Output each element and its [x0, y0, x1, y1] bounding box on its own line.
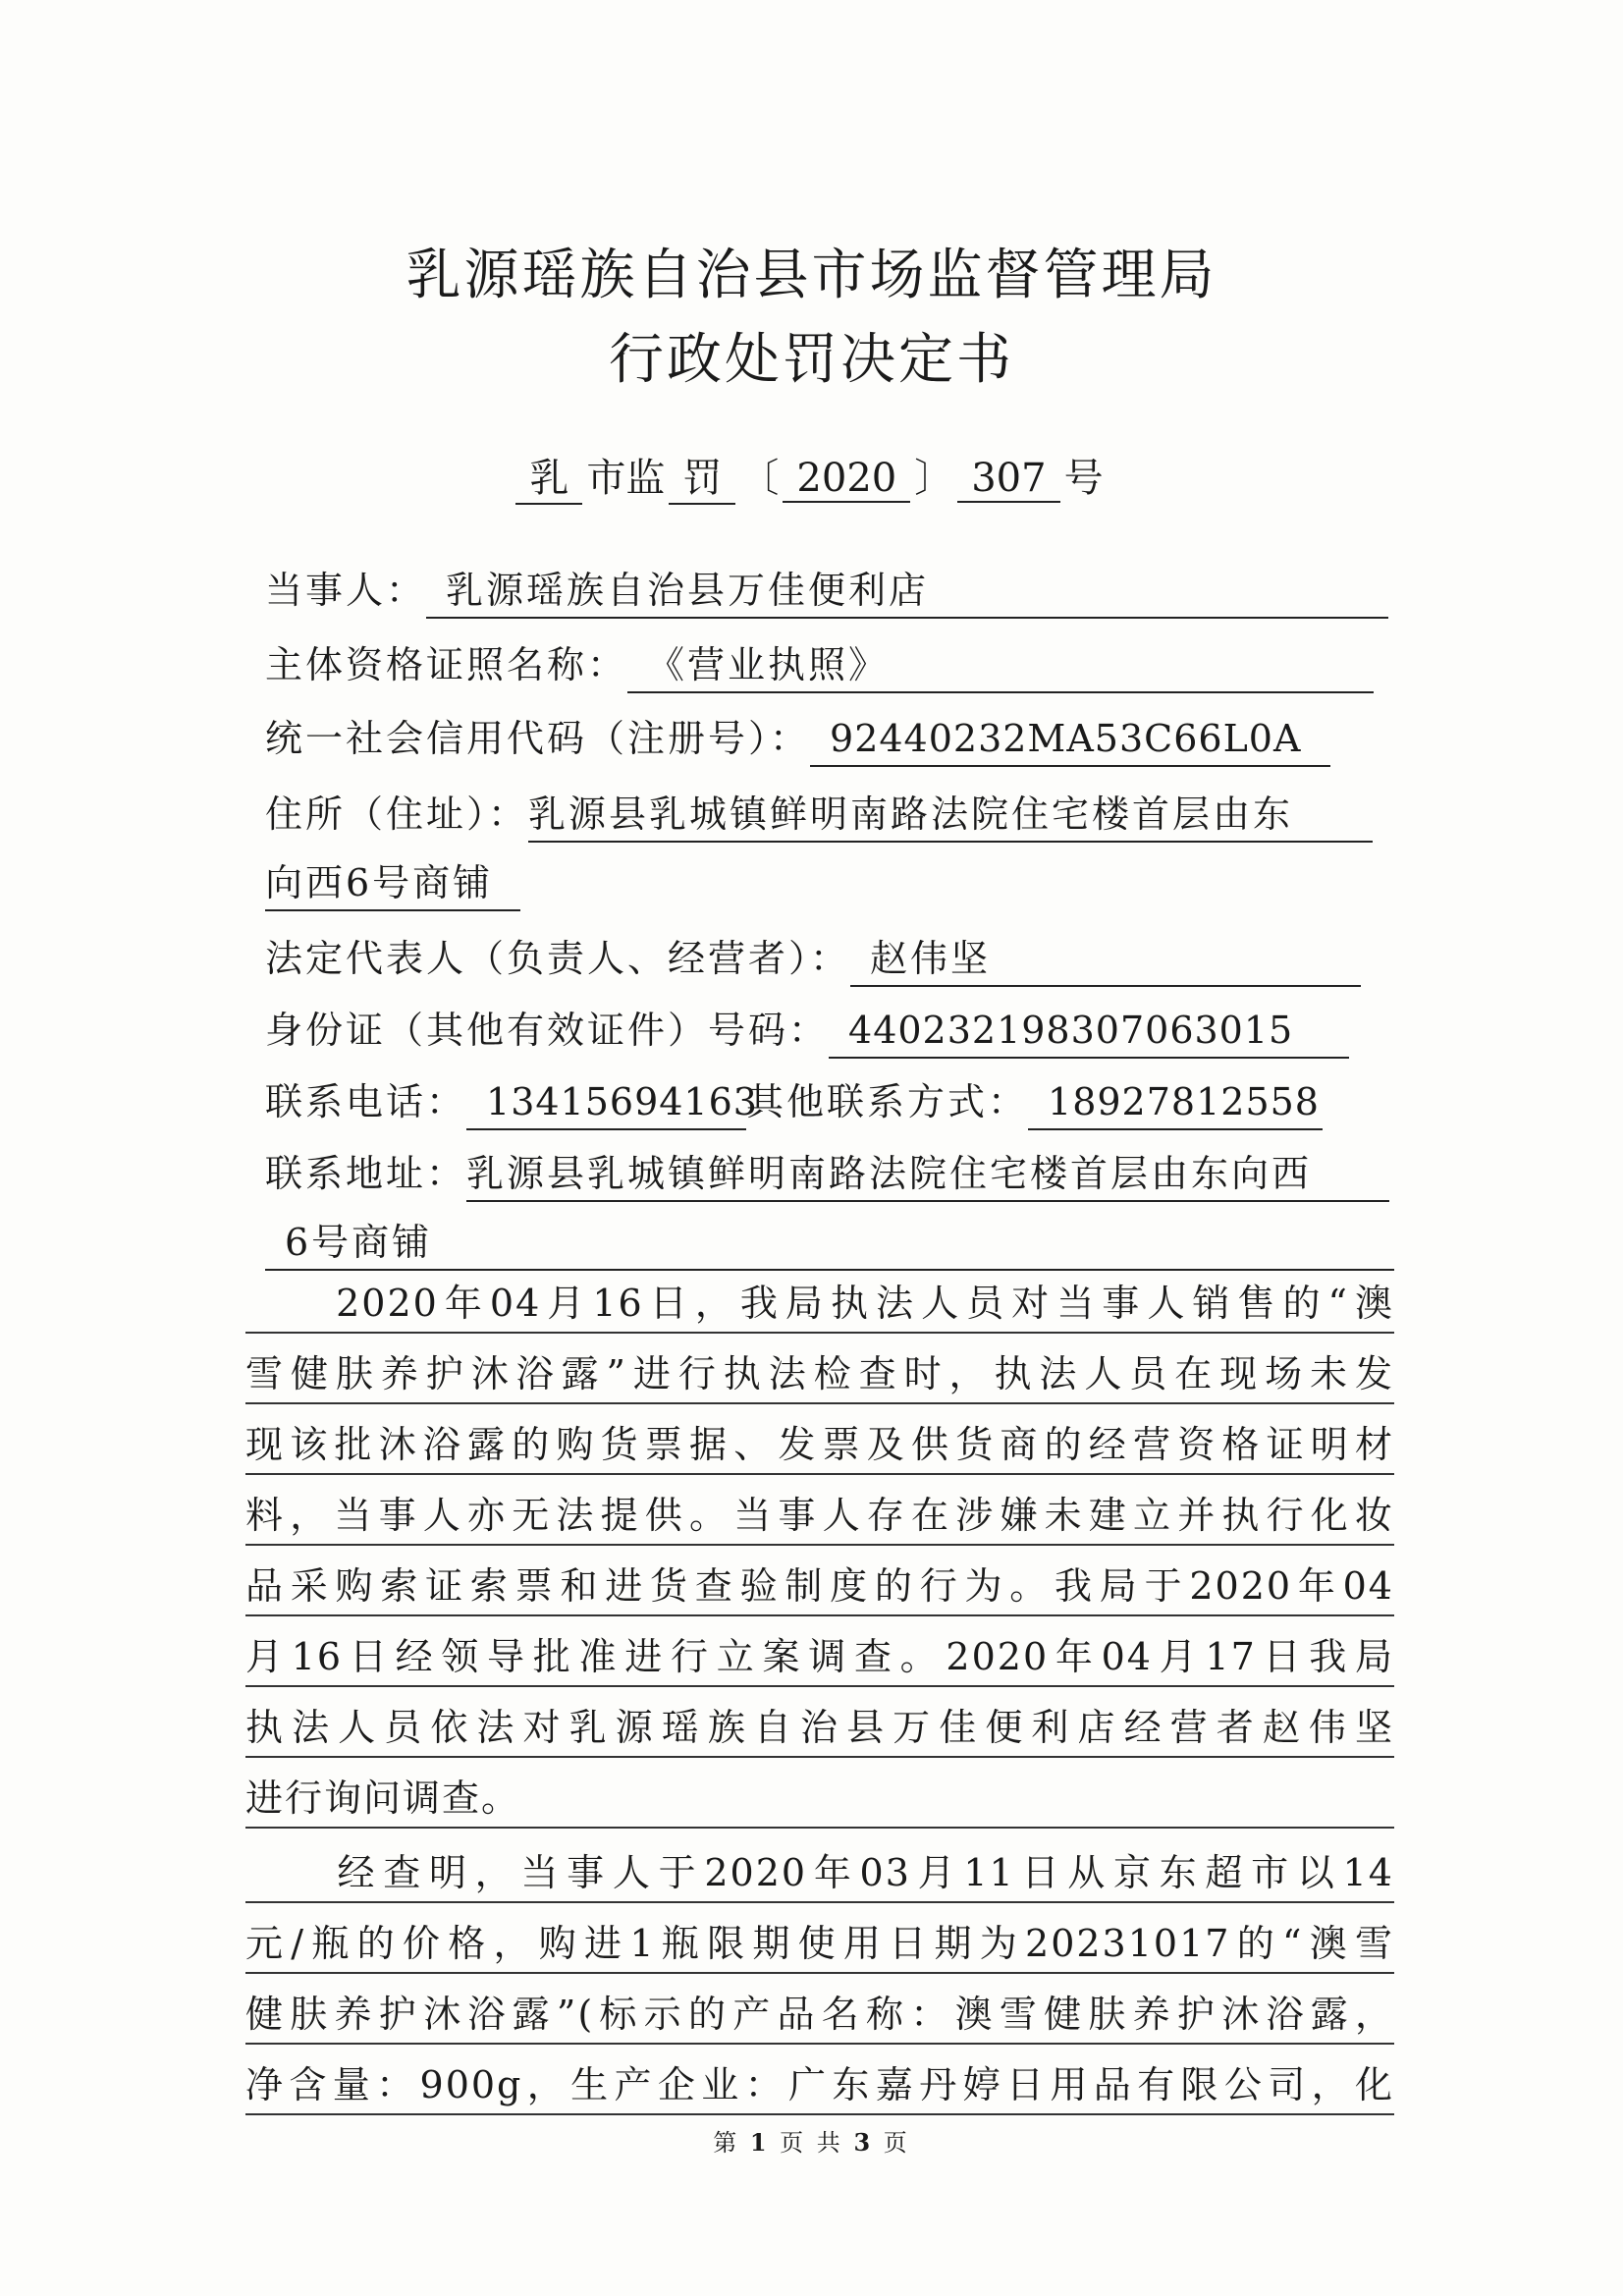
paragraph-line: 进行询问调查。 [245, 1768, 1394, 1829]
paragraph-line: 元/瓶的价格，购进1瓶限期使用日期为20231017的“澳雪 [245, 1913, 1394, 1974]
paragraph-line: 料，当事人亦无法提供。当事人存在涉嫌未建立并执行化妆 [245, 1485, 1394, 1546]
paragraph-line: 雪健肤养护沐浴露”进行执法检查时，执法人员在现场未发 [245, 1343, 1394, 1404]
doc-number-year: 2020 [783, 456, 910, 503]
footer-page-number: 1 [749, 2128, 770, 2157]
phone-label: 联系电话： [265, 1080, 467, 1123]
contact-address-label: 联系地址： [265, 1152, 467, 1195]
other-contact-label: 其他联系方式： [746, 1080, 1029, 1123]
document-number [0, 447, 1623, 505]
footer-mid: 页 共 [780, 2129, 843, 2157]
license-value: 《营业执照》 [627, 636, 1374, 693]
credit-code-field [265, 710, 1330, 767]
credit-code-label: 统一社会信用代码（注册号）： [265, 717, 811, 760]
phone-value: 13415694163 [466, 1073, 746, 1130]
footer-pre: 第 [713, 2129, 740, 2157]
footer-post: 页 [883, 2129, 910, 2157]
address-value-line-1: 乳源县乳城镇鲜明南路法院住宅楼首层由东 [528, 786, 1373, 843]
paragraph-line: 2020年04月16日，我局执法人员对当事人销售的“澳 [245, 1273, 1394, 1334]
representative-value: 赵伟坚 [850, 930, 1361, 987]
contact-address-field [265, 1145, 1389, 1202]
paragraph-line: 月16日经领导批准进行立案调查。2020年04月17日我局 [245, 1626, 1394, 1687]
doc-number-serial: 307 [957, 456, 1059, 503]
party-label: 当事人： [265, 569, 427, 612]
paragraph-line: 经查明，当事人于2020年03月11日从京东超市以14 [245, 1842, 1394, 1903]
contact-address-value-line-1: 乳源县乳城镇鲜明南路法院住宅楼首层由东向西 [466, 1145, 1389, 1202]
paragraph-line: 健肤养护沐浴露”(标示的产品名称：澳雪健肤养护沐浴露， [245, 1984, 1394, 2045]
address-label: 住所（住址）： [265, 793, 529, 836]
contact-address-field-cont [265, 1214, 1394, 1271]
paragraph-line: 品采购索证索票和进货查验制度的行为。我局于2020年04 [245, 1556, 1394, 1616]
license-label: 主体资格证照名称： [265, 643, 628, 686]
doc-number-bracket-open: 〔 [739, 456, 780, 501]
license-field [265, 636, 1374, 693]
representative-field [265, 930, 1361, 987]
id-number-label: 身份证（其他有效证件）号码： [265, 1009, 830, 1052]
party-value: 乳源瑶族自治县万佳便利店 [426, 562, 1388, 619]
doc-number-suffix: 号 [1063, 456, 1104, 501]
doc-number-prefix: 乳 [515, 447, 582, 505]
paragraph-line: 执法人员依法对乳源瑶族自治县万佳便利店经营者赵伟坚 [245, 1697, 1394, 1758]
paragraph-line: 净含量：900g，生产企业：广东嘉丹婷日用品有限公司，化 [245, 2054, 1394, 2115]
phone-field [265, 1073, 1323, 1130]
credit-code-value: 92440232MA53C66L0A [810, 710, 1330, 767]
other-contact-value: 18927812558 [1028, 1073, 1323, 1130]
paragraph-line: 现该批沐浴露的购货票据、发票及供货商的经营资格证明材 [245, 1414, 1394, 1475]
id-number-field [265, 1002, 1349, 1059]
footer-total-pages: 3 [853, 2128, 874, 2157]
contact-address-value-line-2: 6号商铺 [265, 1214, 1394, 1271]
page-footer [0, 2123, 1623, 2158]
address-field [265, 786, 1373, 843]
id-number-value: 440232198307063015 [829, 1002, 1349, 1059]
address-value-line-2: 向西6号商铺 [265, 854, 520, 911]
title-line-1: 乳源瑶族自治县市场监督管理局 [406, 244, 1217, 307]
doc-number-agency: 市监 [586, 456, 666, 501]
doc-number-type: 罚 [669, 447, 735, 505]
doc-number-bracket-close: 〕 [914, 456, 954, 501]
address-field-cont [265, 854, 520, 911]
title-line-2: 行政处罚决定书 [609, 328, 1014, 392]
party-field [265, 562, 1388, 619]
representative-label: 法定代表人（负责人、经营者）： [265, 937, 851, 980]
